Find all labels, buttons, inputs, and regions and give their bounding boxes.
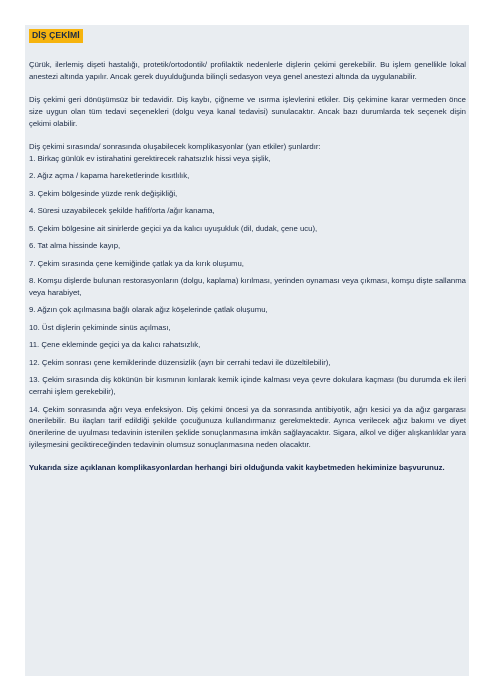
list-item: 13. Çekim sırasında diş kökünün bir kısmının kırılarak kemik içinde kalması veya çevre dokulara kaçması (bu durumda ek ileri cerrahi işlem gerekebilir),: [29, 375, 466, 396]
list-item: 2. Ağız açma / kapama hareketlerinde kısıtlılık,: [29, 171, 190, 181]
list-item: 7. Çekim sırasında çene kemiğinde çatlak ya da kırık oluşumu,: [29, 258, 244, 268]
list-item: 11. Çene ekleminde geçici ya da kalıcı rahatsızlık,: [29, 340, 201, 350]
list-item: 1. Birkaç günlük ev istirahatini gerektirecek rahatsızlık hissi veya şişlik,: [29, 153, 271, 163]
list-item: 9. Ağzın çok açılmasına bağlı olarak ağız köşelerinde çatlak oluşumu,: [29, 305, 268, 315]
complications-list: [29, 153, 466, 451]
list-item: 12. Çekim sonrası çene kemiklerinde düzensizlik (ayrı bir cerrahi tedavi ile düzeltilebilir),: [29, 357, 331, 367]
intro-paragraph: Çürük, ilerlemiş dişeti hastalığı, protetik/ortodontik/ profilaktik nedenlerle dişlerin çekimi gerekebilir. Bu işlem genellikle lokal anestezi altında yapılır. Ancak gerek duyulduğunda bilinçli sedasyon veya genel anestezi altında da uygulanabilir.: [29, 60, 466, 81]
paragraph-spacer: [29, 129, 466, 141]
list-item: 10. Üst dişlerin çekiminde sinüs açılması,: [29, 322, 171, 332]
irreversible-paragraph: Diş çekimi geri dönüşümsüz bir tedavidir. Diş kaybı, çiğneme ve ısırma işlevlerini etkiler. Diş çekimine karar vermeden önce size uygun olan tüm tedavi seçenekleri (dolgu veya kanal tedavisi) sunulacaktır. Ancak bazı durumlarda tek seçenek dişin çekimi olabilir.: [29, 95, 466, 128]
document-title: DİŞ ÇEKİMİ: [29, 29, 83, 43]
document-body: [29, 59, 466, 474]
list-item: 3. Çekim bölgesinde yüzde renk değişikliği,: [29, 188, 178, 198]
list-item: 8. Komşu dişlerde bulunan restorasyonların (dolgu, kaplama) kırılması, yerinden oynaması veya çıkması, komşu dişte sallanma veya harabiyet,: [29, 276, 466, 297]
list-item: 5. Çekim bölgesine ait sinirlerde geçici ya da kalıcı uyuşukluk (dil, dudak, çene ucu),: [29, 223, 318, 233]
paragraph-spacer: [29, 82, 466, 94]
document-page: [25, 25, 469, 676]
list-item: 14. Çekim sonrasında ağrı veya enfeksiyon. Diş çekimi öncesi ya da sonrasında antibiyotik, ağrı kesici ya da ağız gargarası önerilebilir. Bu ilaçları tarif edildiği şekilde çocuğunuza kullandırmanız gerekmektedir. Ayrıca verilecek ağız bakımı ve diyet önerilerine de uyulması tedavinin istenilen şeklide sonuçlanmasına imkân sağlayacaktır. Sigara, alkol ve diğer alışkanlıklar yara iyileşmesini geciktireceğinden tedavinin olumsuz sonuçlanmasına neden olacaktır.: [29, 404, 466, 449]
list-item: 6. Tat alma hissinde kayıp,: [29, 241, 121, 251]
closing-warning: Yukarıda size açıklanan komplikasyonlardan herhangi biri olduğunda vakit kaybetmeden hekiminize başvurunuz.: [29, 463, 445, 472]
paragraph-spacer: [29, 450, 466, 462]
complications-intro: Diş çekimi sırasında/ sonrasında oluşabilecek komplikasyonlar (yan etkiler) şunlardır:: [29, 141, 321, 151]
list-item: 4. Süresi uzayabilecek şekilde hafif/orta /ağır kanama,: [29, 206, 215, 216]
